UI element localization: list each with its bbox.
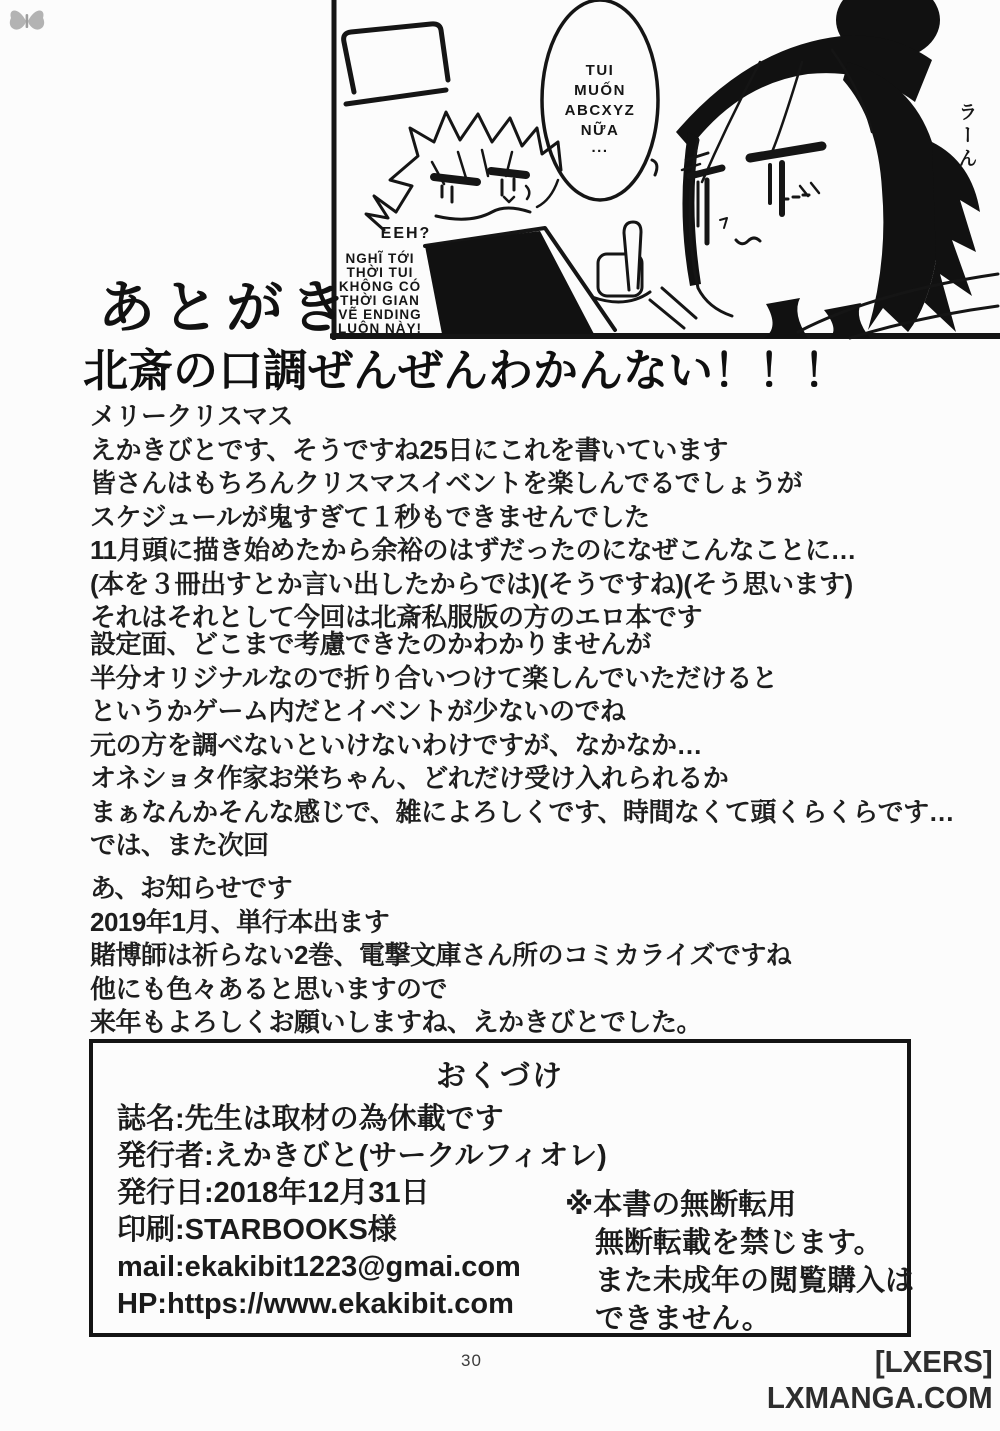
notice-line: できません。 (595, 1303, 771, 1335)
text-line: まぁなんかそんな感じで、雑によろしくです、時間なくて頭くらくらです… (90, 796, 955, 827)
pointing-hand-icon (592, 222, 696, 328)
svg-text:NỮA: NỮA (580, 122, 620, 139)
text-line: では、また次回 (90, 830, 269, 860)
afterword-title: あとがき (98, 277, 354, 340)
sfx-vertical-text: ラーん (955, 102, 977, 171)
svg-text:ABCXYZ: ABCXYZ (564, 102, 636, 119)
page-number: 30 (461, 1351, 482, 1370)
drawing-tablet (425, 228, 615, 334)
text-line: 賭博師は祈らない2巻、電撃文庫さん所のコミカライズですね (90, 940, 792, 970)
colophon-publish-date: 発行日:2018年12月31日 (117, 1177, 430, 1209)
text-line: それはそれとして今回は北斎私服版の方のエロ本です (90, 602, 703, 632)
manga-panel-illustration (330, 0, 1000, 340)
notice-line: また未成年の閲覧購入は (595, 1265, 915, 1297)
svg-text:THỜI TUI: THỜI TUI (346, 265, 414, 280)
text-line: 11月頭に描き始めたから余裕のはずだったのになぜこんなことに… (90, 535, 856, 565)
speech-bubble (542, 0, 658, 200)
svg-text:VẼ ENDING: VẼ ENDING (338, 307, 422, 322)
notice-line: 無断転載を禁じます。 (595, 1227, 883, 1259)
afterword-paragraph-2 (90, 628, 954, 863)
afterword-headline: 北斎の口調ぜんぜんわかんない！！！ (83, 346, 849, 396)
afterword-paragraph-1 (90, 400, 856, 635)
girl-character (676, 0, 998, 338)
text-line: スケジュールが鬼すぎて１秒もできませんでした (90, 501, 650, 532)
text-line: 2019年1月、単行本出ます (90, 906, 390, 937)
svg-text:LUÔN NÀY!: LUÔN NÀY! (338, 321, 422, 336)
text-line: あ、お知らせです (90, 873, 293, 903)
afterword-paragraph-3 (90, 872, 791, 1040)
text-line: 来年もよろしくお願いしますね、えかきびとでした。 (90, 1007, 703, 1037)
site-watermark (767, 1344, 993, 1416)
colophon-publisher: 発行者:えかきびと(サークルフィオレ) (117, 1140, 607, 1172)
text-line: 他にも色々あると思いますので (90, 973, 448, 1004)
colophon-title: おくづけ (436, 1060, 564, 1093)
hair-right (843, 62, 940, 332)
rough-rectangle-sketch (344, 24, 448, 104)
colophon-notice (565, 1186, 914, 1338)
text-line: えかきびとです、そうですね25日にこれを書いています (90, 434, 728, 465)
text-line: (本を３冊出すとか言い出したからでは)(そうですね)(そう思います) (90, 568, 853, 599)
svg-text:TUI: TUI (585, 62, 615, 79)
text-line: 皆さんはもちろんクリスマスイベントを楽しんでるでしょうが (90, 468, 803, 498)
colophon-mail: mail:ekakibit1223@gmai.com (117, 1251, 521, 1283)
svg-text:...: ... (591, 139, 609, 156)
colophon-homepage: HP:https://www.ekakibit.com (117, 1288, 514, 1320)
svg-text:THỜI GIAN: THỜI GIAN (340, 293, 420, 308)
colophon-details (117, 1101, 607, 1323)
exclaim-text: EEH? (380, 225, 432, 242)
text-line: というかゲーム内だとイベントが少ないのでね (90, 696, 626, 726)
colophon-printer: 印刷:STARBOOKS様 (117, 1214, 397, 1246)
text-line: オネショタ作家お栄ちゃん、どれだけ受け入れられるか (90, 763, 729, 793)
watermark-site-url: LXMANGA.COM (767, 1380, 993, 1415)
text-line: 設定面、どこまで考慮できたのかわかりませんが (90, 629, 652, 659)
colophon-magazine-name: 誌名:先生は取材の為休載です (117, 1103, 504, 1135)
colophon-box (89, 1039, 915, 1337)
svg-text:MUỐN: MUỐN (574, 82, 626, 99)
butterfly-icon (6, 4, 48, 40)
text-line: 半分オリジナルなので折り合いつけて楽しんでいただけると (90, 662, 778, 693)
boy-character (366, 112, 561, 230)
svg-text:NGHĨ TỚI: NGHĨ TỚI (345, 251, 415, 266)
notice-line: ※本書の無断転用 (565, 1189, 797, 1221)
watermark-group-name: [LXERS] (875, 1344, 993, 1379)
svg-text:KHÔNG CÓ: KHÔNG CÓ (338, 279, 422, 294)
text-line: メリークリスマス (90, 401, 293, 431)
text-line: 元の方を調べないといけないわけですが、なかなか… (90, 729, 703, 760)
